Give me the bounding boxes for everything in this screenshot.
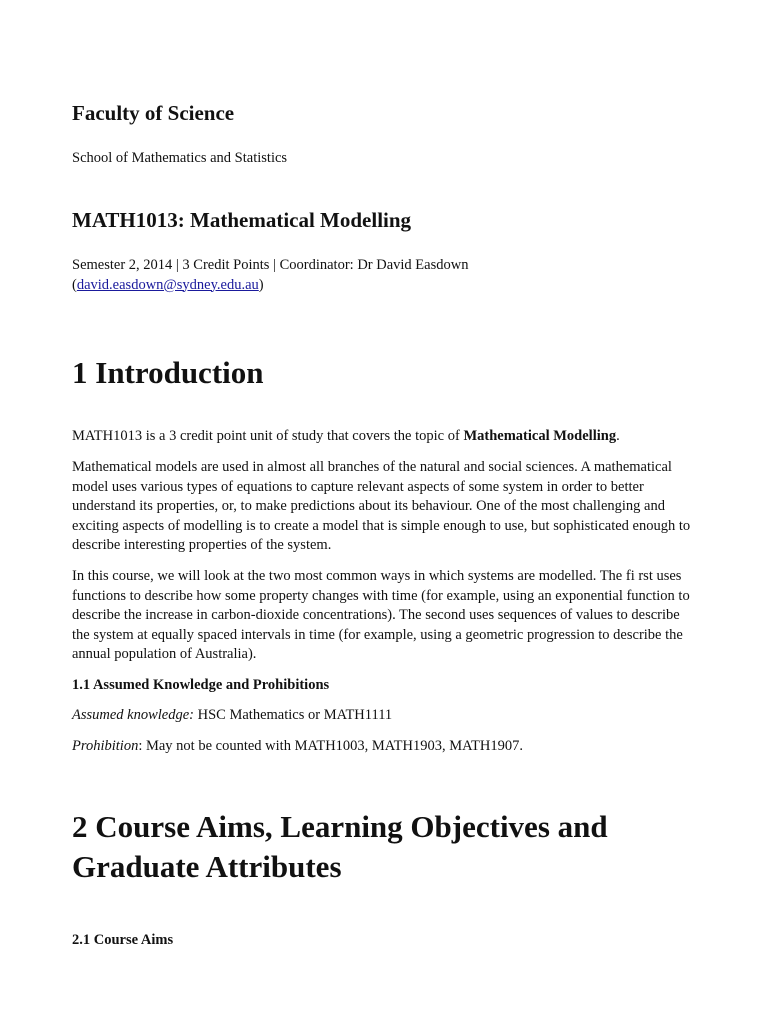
intro-paragraph-1 [72, 427, 696, 447]
email-open-paren: ( [72, 276, 77, 293]
intro-paragraph-2: Mathematical models are used in almost all branches of the natural and social sciences. A mathematical model uses various types of equations to capture relevant aspects of some system in order to better understand its properties, or, to make predictions about its behaviour. One of the most challenging and exciting aspects of modelling is to create a model that is simple enough to use, but sophisticated enough to describe interesting properties of the system. [72, 459, 691, 554]
subsection-heading-assumed-knowledge: 1.1 Assumed Knowledge and Prohibitions [72, 677, 330, 693]
faculty-title: Faculty of Science [72, 101, 235, 125]
school-name: School of Mathematics and Statistics [72, 150, 288, 166]
intro-p1-end: . [616, 428, 620, 444]
prohibition-value: : May not be counted with MATH1003, MATH1903, MATH1907. [138, 738, 523, 754]
intro-paragraph-3: In this course, we will look at the two most common ways in which systems are modelled. The fi rst uses functions to describe how some property changes with time (for example, using an exponential function to describe the increase in carbon-dioxide concentrations). The second uses sequences of values to describe the system at equally spaced intervals in time (for example, using a geometric progression to describe the annual population of Australia). [72, 568, 690, 663]
section-heading-course-aims: 2 Course Aims, Learning Objectives and Graduate Attributes [72, 809, 608, 884]
prohibition-line [72, 737, 523, 756]
unit-meta [72, 256, 696, 295]
unit-title: MATH1013: Mathematical Modelling [72, 208, 412, 232]
prohibition-label: Prohibition [72, 738, 139, 754]
email-close-paren: ) [258, 276, 264, 293]
unit-meta-line: Semester 2, 2014 | 3 Credit Points | Coordinator: Dr David Easdown [72, 257, 469, 273]
subsection-heading-course-aims: 2.1 Course Aims [72, 932, 174, 948]
assumed-knowledge-value: HSC Mathematics or MATH1111 [194, 707, 393, 723]
coordinator-email-link[interactable]: david.easdown@sydney.edu.au [76, 276, 259, 293]
intro-p1-text: MATH1013 is a 3 credit point unit of study that covers the topic of [72, 428, 464, 444]
intro-p1-topic: Mathematical Modelling [463, 428, 617, 444]
section-heading-introduction: 1 Introduction [72, 355, 264, 390]
assumed-knowledge-line [72, 706, 392, 725]
assumed-knowledge-label: Assumed knowledge: [72, 707, 195, 723]
